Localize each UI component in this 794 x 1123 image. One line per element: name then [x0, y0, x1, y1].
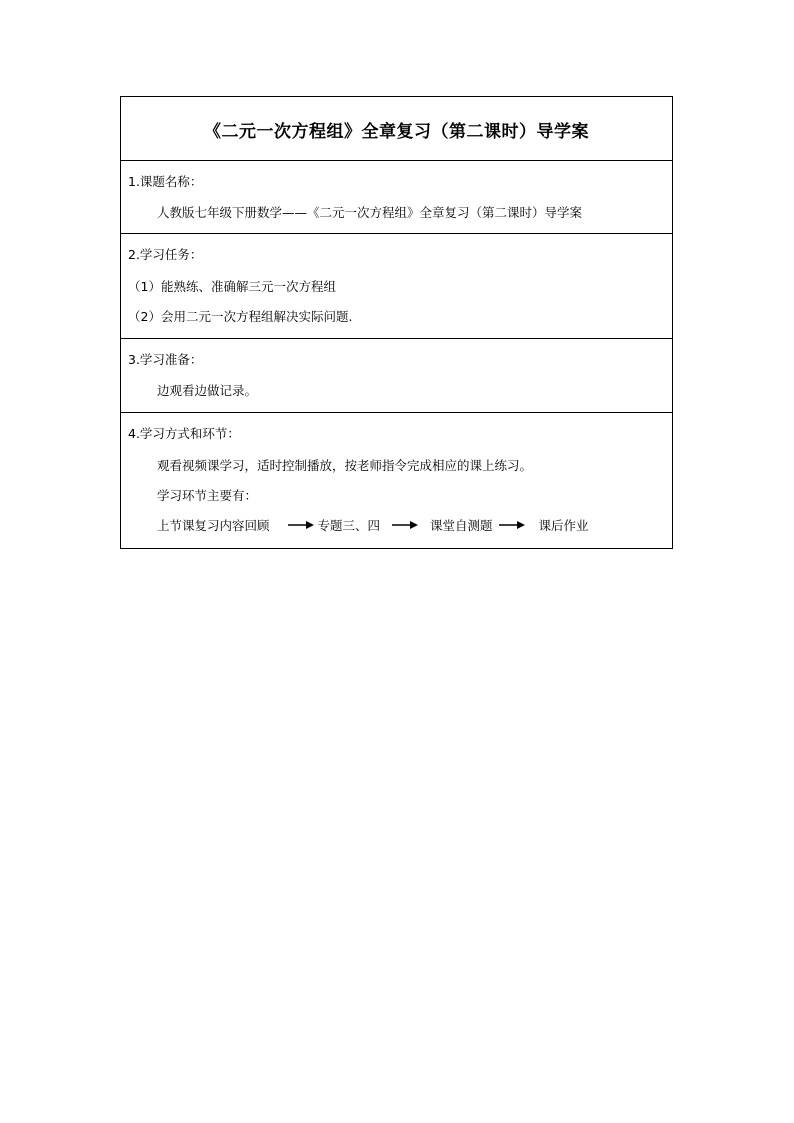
section-tasks [121, 233, 672, 338]
steps-intro-text: 学习环节主要有： [157, 488, 258, 503]
section-method [121, 412, 672, 548]
method-text: 观看视频课学习，适时控制播放，按老师指令完成相应的课上练习。 [157, 458, 533, 473]
section-topic [121, 160, 672, 233]
section-label-topic: 1.课题名称： [128, 174, 203, 189]
flow-step-4: 课后作业 [538, 518, 589, 533]
task-item-1: （1）能熟练、准确解三元一次方程组 [128, 279, 336, 294]
arrow-right-icon [288, 520, 314, 530]
steps-flow [157, 516, 589, 534]
flow-step-1: 上节课复习内容回顾 [157, 518, 270, 533]
section-label-preparation: 3.学习准备： [128, 352, 203, 367]
section-preparation [121, 338, 672, 412]
arrow-right-icon [392, 520, 418, 530]
guide-table [120, 96, 673, 549]
section-label-tasks: 2.学习任务： [128, 247, 203, 262]
document-title: 《二元一次方程组》全章复习（第二课时）导学案 [204, 122, 589, 142]
flow-step-2: 专题三、四 [317, 518, 381, 533]
flow-step-3: 课堂自测题 [430, 518, 493, 533]
topic-text: 人教版七年级下册数学——《二元一次方程组》全章复习（第二课时）导学案 [157, 205, 583, 220]
preparation-text: 边观看边做记录。 [157, 383, 258, 398]
task-item-2: （2）会用二元一次方程组解决实际问题. [128, 309, 353, 324]
arrow-right-icon [499, 520, 525, 530]
title-row [121, 97, 672, 160]
section-label-method: 4.学习方式和环节： [128, 426, 240, 441]
